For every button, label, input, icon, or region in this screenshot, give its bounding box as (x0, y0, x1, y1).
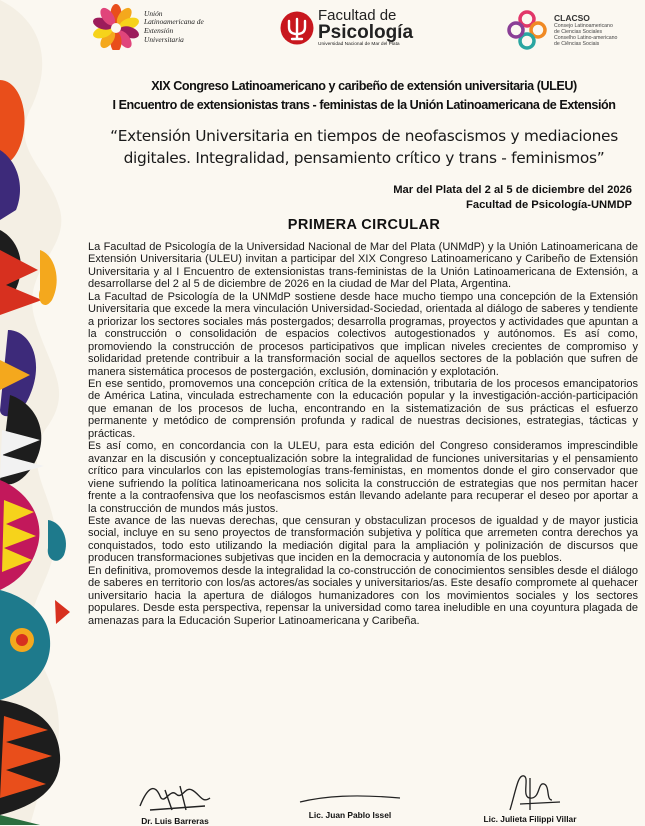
logo-facultad-de: Facultad de (318, 7, 397, 24)
uleu-logo (92, 4, 236, 50)
theme-quote (88, 126, 640, 169)
logo-psicologia: Psicología (318, 22, 414, 43)
body-paragraph: La Facultad de Psicología de la UNMdP sostiene desde hace mucho tiempo una concepción de la Extensión Universitaria que excede la mera vinculación Universidad-Sociedad, orientada al diálogo de saberes y tendiente a priorizar los sectores sociales más postergados; desarrolla programas, proyectos y actividades que apuntan a la construcción o consolidación de espacios colectivos autogestionados y autónomos. Es así como, promoviendo la construcción de procesos participativos que implican niveles crecientes de compromiso y solidaridad pretende contribuir a la transformación social de aquellos sectores de la población que sufren de manera sistemática procesos de postergación, exclusión, dominación y explotación. (88, 290, 638, 378)
clacso-ring (509, 23, 523, 37)
encuentro-title: I Encuentro de extensionistas trans - feministas de la Unión Latinoamericana de Extensión (112, 98, 616, 112)
flower-logo-icon (92, 4, 140, 50)
circular-body (88, 241, 638, 627)
body-paragraph: En definitiva, promovemos desde la integralidad la co-construcción de conocimientos sensibles desde el diálogo de saberes en territorio con los/as actores/as sociales y universitarios/as. Este desafío compromete al quehacer universitario hacia la apertura de diálogos humanizadores con los movimientos sociales y los sectores populares. Desde esta perspectiva, repensar la universidad como tarea ineludible en una coyuntura plagada de amenazas para la Educación Superior Latinoamericana y Caribeña. (88, 564, 638, 627)
clacso-name: CLACSO (554, 12, 590, 23)
clacso-knot-icon (505, 8, 549, 52)
signature-block (290, 790, 410, 820)
congress-title: XIX Congreso Latinoamericano y caribeño de extensión universitaria (ULEU) (151, 79, 577, 93)
body-paragraph: En ese sentido, promovemos una concepción crítica de la extensión, tributaria de los procesos emancipatorios de América Latina, vinculada estrechamente con la educación popular y la investigación-acción-participación que emanan de los procesos de lucha, encontrando en la sistematización de sus prácticas el esfuerzo permanente y metódico de comprensión profunda y radical de nuestras decisiones, estrategias, tácticas y prácticas. (88, 377, 638, 440)
handwritten-signature (295, 790, 405, 810)
clacso-line: de Ciencias Sociales (554, 28, 603, 35)
signatory-name: Dr. Luis Barreras (141, 816, 209, 826)
signature-block (120, 776, 230, 826)
body-paragraph: Este avance de las nuevas derechas, que censuran y obstaculizan procesos de igualdad y de mayor justicia social, incluye en su seno proyectos de transformación subjetiva y política que arremeten contra derechos ya conquistados, todo esto utilizando la mediación digital para la ampliación y polinización de discursos que producen transformaciones subjetivas que inciden en la democracia y autonomía de los pueblos. (88, 514, 638, 565)
body-paragraph: La Facultad de Psicología de la Universidad Nacional de Mar del Plata (UNMdP) y la Unión Latinoamericana de Extensión Universitaria (ULEU) invitan a participar del XIX Congreso Latinoamericano y Caribeño de Extensión Universitaria y al I Encuentro de extensionistas trans-feministas de la Unión Latinoamericana de Extensión, a desarrollarse del 2 al 5 de diciembre de 2026 en la ciudad de Mar del Plata, Argentina. (88, 241, 638, 291)
clacso-line: Conselho Latino-americano (554, 35, 618, 41)
body-paragraph: Es así como, en concordancia con la ULEU, para esta edición del Congreso consideramos imprescindible avanzar en la discusión y conceptualización sobre la integralidad de funciones universitarias y el pensamiento crítico para vincularlos con las epistemologías trans-feministas, en momentos donde el giro conservador que viene sufriendo la política latinoamericana nos solicita la construcción de estrategias que nos permitan hacer frente a la contraofensiva que los neofascismos están llevando adelante para recuperar el deseo por aportar a la construcción de mundos más justos. (88, 440, 638, 515)
event-date-place: Mar del Plata del 2 al 5 de diciembre del 2026 (393, 184, 632, 196)
quote-line: “Extensión Universitaria en tiempos de neofascismos y mediaciones (110, 127, 618, 145)
circular-title: PRIMERA CIRCULAR (287, 217, 441, 233)
logo-universidad: Universidad Nacional de Mar del Plata (318, 42, 400, 47)
signature-block (470, 770, 590, 824)
clacso-line: Consejo Latinoamericano (554, 22, 613, 29)
psi-logo-icon (280, 11, 314, 45)
handwritten-signature (490, 770, 570, 814)
signatory-name: Lic. Julieta Filippi Villar (483, 814, 577, 824)
event-venue: Facultad de Psicología-UNMDP (466, 199, 632, 211)
handwritten-signature (130, 776, 220, 816)
psicologia-logo (280, 8, 413, 48)
decorative-border-pattern (0, 0, 80, 825)
clacso-line: de Ciências Sociais (554, 41, 600, 48)
uleu-logo-text: Unión Latinoamericana de Extensión Universitaria (144, 8, 204, 44)
clacso-logo (505, 8, 617, 52)
quote-line: digitales. Integralidad, pensamiento crítico y trans - feminismos” (123, 148, 605, 167)
signatory-name: Lic. Juan Pablo Issel (308, 810, 392, 820)
